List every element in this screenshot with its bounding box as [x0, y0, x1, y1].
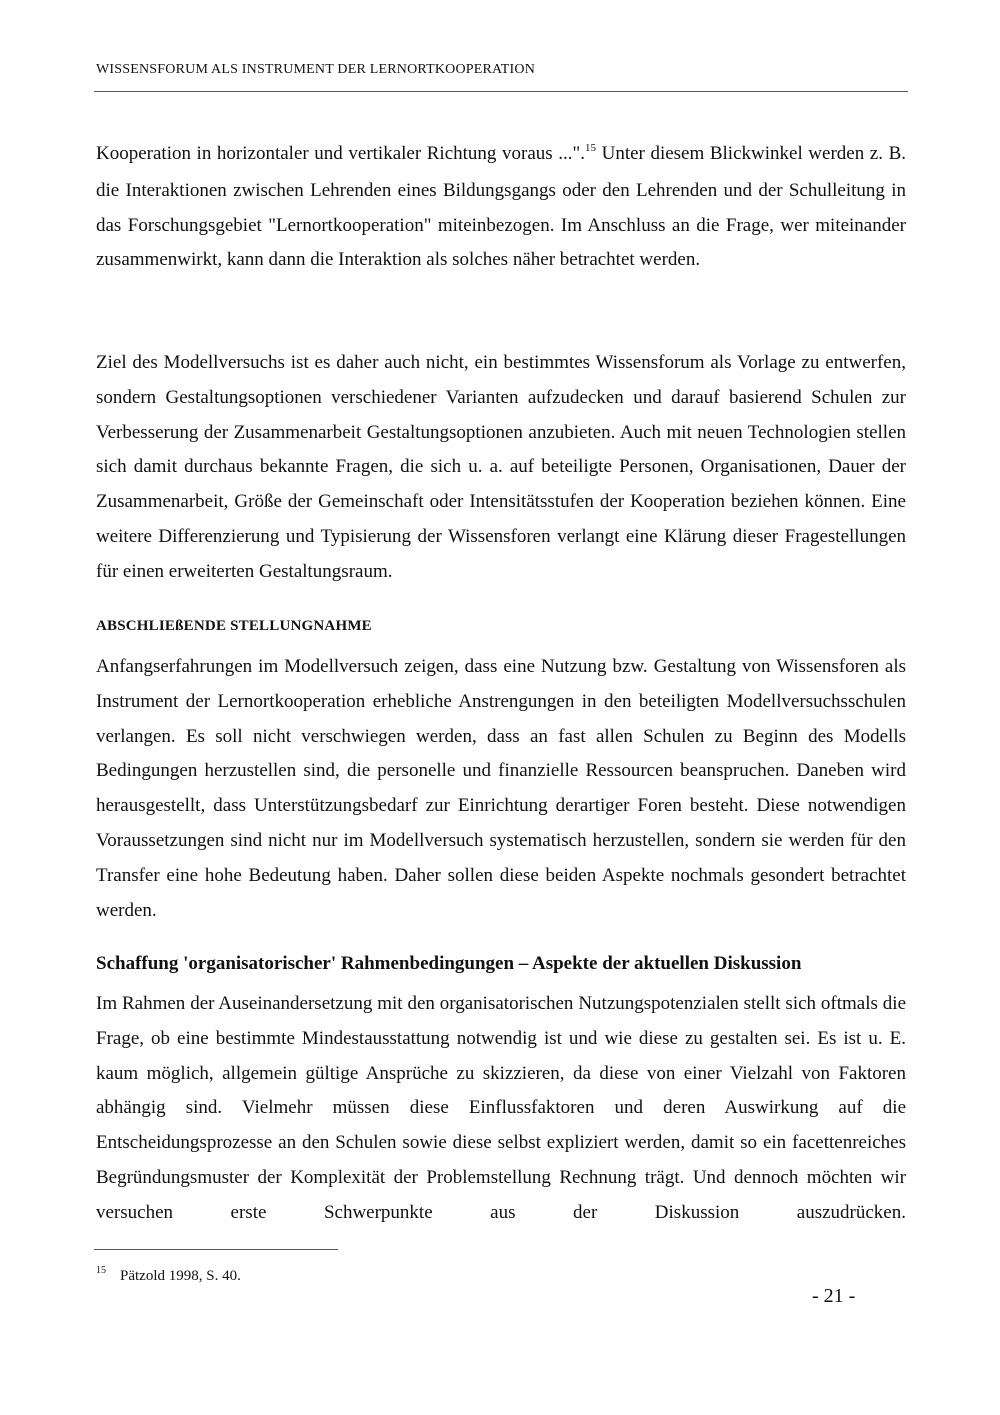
- paragraph-1-start: Kooperation in horizontaler und vertikaler Richtung voraus ...".: [96, 143, 586, 164]
- header-divider: [94, 91, 908, 92]
- running-header-text: WISSENSFORUM ALS INSTRUMENT DER LERNORTKOOPERATION: [96, 62, 536, 77]
- paragraph-1: [96, 137, 906, 278]
- section-heading-conclusion: ABSCHLIEßENDE STELLUNGNAHME: [96, 618, 372, 634]
- paragraph-2: Ziel des Modellversuchs ist es daher auch nicht, ein bestimmtes Wissensforum als Vorlage zu entwerfen, sondern Gestaltungsoptionen verschiedener Varianten aufzudecken und darauf basierend Schulen zur Verbesserung der Zusammenarbeit Gestaltungsoptionen anzubieten. Auch mit neuen Technologien stellen sich damit durchaus bekannte Fragen, die sich u. a. auf beteiligte Personen, Organisationen, Dauer der Zusammenarbeit, Größe der Gemeinschaft oder Intensitätsstufen der Kooperation beziehen können. Eine weitere Differenzierung und Typisierung der Wissensforen verlangt eine Klärung dieser Fragestellungen für einen erweiterten Gestaltungsraum.: [96, 352, 906, 582]
- footnote-text: Pätzold 1998, S. 40.: [120, 1268, 241, 1284]
- footnote-number: 15: [96, 1265, 106, 1276]
- paragraph-4: Im Rahmen der Auseinandersetzung mit den organisatorischen Nutzungspotenzialen stellt sich oftmals die Frage, ob eine bestimmte Mindestausstattung notwendig ist und wie diese zu gestalten sei. Es ist u. E. kaum möglich, allgemein gültige Ansprüche zu skizzieren, da diese von einer Vielzahl von Faktoren abhängig sind. Vielmehr müssen diese Einflussfaktoren und deren Auswirkung auf die Entscheidungsprozesse an den Schulen sowie diese selbst expliziert werden, damit so ein facettenreiches Begründungsmuster der Komplexität der Problemstellung Rechnung trägt. Und dennoch möchten wir versuchen erste Schwerpunkte aus der Diskussion auszudrücken.: [96, 993, 906, 1223]
- footnote: [96, 1265, 241, 1285]
- running-header: [96, 62, 535, 78]
- footnote-divider: [94, 1249, 338, 1250]
- footnote-reference[interactable]: 15: [585, 142, 597, 154]
- paragraph-1-rest: Unter diesem Blickwinkel werden z. B. die Interaktionen zwischen Lehrenden eines Bildungsgangs oder den Lehrenden und der Schulleitung in das Forschungsgebiet "Lernortkooperation" miteinbezogen. Im Anschluss an die Frage, wer miteinander zusammenwirkt, kann dann die Interaktion als solches näher betrachtet werden.: [96, 143, 907, 271]
- page-number: - 21 -: [812, 1285, 856, 1307]
- paragraph-3: Anfangserfahrungen im Modellversuch zeigen, dass eine Nutzung bzw. Gestaltung von Wissensforen als Instrument der Lernortkooperation erhebliche Anstrengungen in den beteiligten Modellversuchsschulen verlangen. Es soll nicht verschwiegen werden, dass an fast allen Schulen zu Beginn des Modells Bedingungen herzustellen sind, die personelle und finanzielle Ressourcen beanspruchen. Daneben wird herausgestellt, dass Unterstützungsbedarf zur Einrichtung derartiger Foren besteht. Diese notwendigen Voraussetzungen sind nicht nur im Modellversuch systematisch herzustellen, sondern sie werden für den Transfer eine hohe Bedeutung haben. Daher sollen diese beiden Aspekte nochmals gesondert betrachtet werden.: [96, 656, 906, 921]
- subsection-heading: Schaffung 'organisatorischer' Rahmenbedingungen – Aspekte der aktuellen Diskussion: [96, 953, 802, 974]
